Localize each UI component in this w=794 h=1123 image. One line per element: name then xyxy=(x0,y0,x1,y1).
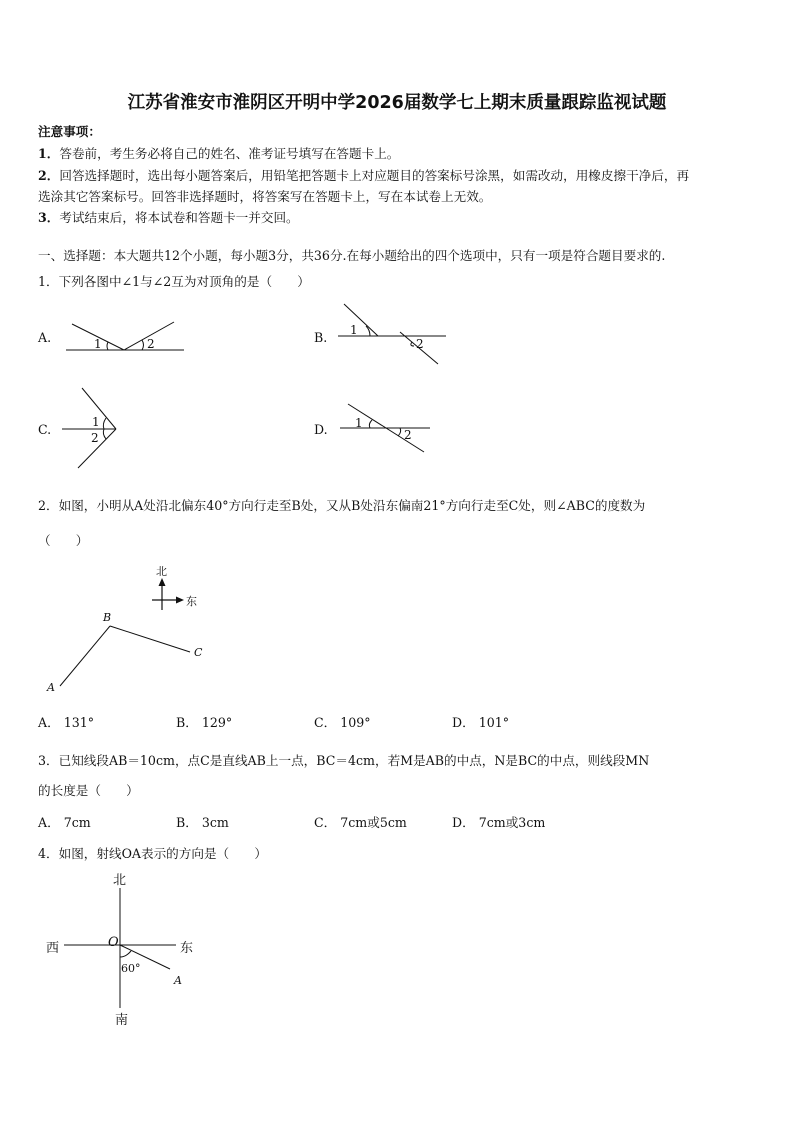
q3-option-c[interactable] xyxy=(314,812,407,831)
q3-option-b[interactable] xyxy=(176,812,229,831)
notice-heading: 注意事项： xyxy=(38,124,101,139)
q4-north-label: 北 xyxy=(113,873,127,888)
q1-figure-b xyxy=(334,302,454,368)
question-4-stem: 4．如图，射线OA表示的方向是（ ） xyxy=(38,846,267,861)
q2-compass-east-label: 东 xyxy=(186,595,197,608)
notice-item-text: 回答选择题时，选出每小题答案后，用铅笔把答题卡上对应题目的答案标号涂黑，如需改动，用橡皮擦干净后，再 xyxy=(59,168,690,183)
q4-figure xyxy=(40,866,210,1036)
q1d-angle-1-label: 1 xyxy=(355,416,363,430)
page-title: 江苏省淮安市淮阴区开明中学2026届数学七上期末质量跟踪监视试题 xyxy=(127,93,667,113)
question-1-stem: 1．下列各图中∠1与∠2互为对顶角的是（ ） xyxy=(38,274,310,289)
q2-option-a[interactable] xyxy=(38,712,94,731)
notice-item-text: 考试结束后，将本试卷和答题卡一并交回。 xyxy=(59,210,299,225)
question-2-blank: （ ） xyxy=(38,533,89,548)
q2-option-value: 101° xyxy=(478,715,510,730)
q3-option-label: B． xyxy=(176,815,198,830)
q2-option-d[interactable] xyxy=(452,712,509,731)
q2-option-value: 129° xyxy=(201,715,233,730)
q4-origin-label: O xyxy=(108,935,119,950)
q3-option-label: A． xyxy=(38,815,60,830)
q2-option-label: A． xyxy=(38,715,60,730)
q3-option-a[interactable] xyxy=(38,812,91,831)
q1-option-d-label[interactable]: D. xyxy=(314,422,328,437)
q4-west-label: 西 xyxy=(46,941,60,956)
q1-figure-d xyxy=(334,400,434,456)
q2-compass-north-label: 北 xyxy=(156,565,167,578)
q3-option-value: 7cm xyxy=(63,815,91,830)
q2-option-value: 131° xyxy=(63,715,95,730)
q1b-angle-1-label: 1 xyxy=(350,323,358,337)
q4-south-label: 南 xyxy=(115,1013,129,1028)
q2-option-value: 109° xyxy=(340,715,371,730)
q4-ray-label: A xyxy=(174,974,182,987)
q1a-angle-1-label: 1 xyxy=(94,337,102,351)
q1c-angle-1-label: 1 xyxy=(92,415,100,429)
q3-option-d[interactable] xyxy=(452,812,545,831)
q3-option-label: D． xyxy=(452,815,475,830)
q2-option-label: B． xyxy=(176,715,198,730)
q1b-angle-2-label: 2 xyxy=(416,337,424,351)
q2-option-label: D． xyxy=(452,715,475,730)
question-3-stem: 3．已知线段AB＝10cm，点C是直线AB上一点，BC＝4cm，若M是AB的中点，N是BC的中点，则线段MN xyxy=(38,753,650,768)
notice-item-num: 2． xyxy=(38,168,60,183)
notice-item-text: 选涂其它答案标号。回答非选择题时，将答案写在答题卡上，写在本试卷上无效。 xyxy=(38,189,492,204)
q4-east-label: 东 xyxy=(180,941,194,956)
q2-point-c: C xyxy=(194,646,203,659)
section-heading: 一、选择题：本大题共12个小题，每小题3分，共36分.在每小题给出的四个选项中，只有一项是符合题目要求的. xyxy=(38,248,666,263)
notice-item xyxy=(38,207,299,226)
q2-figure xyxy=(40,560,220,700)
q3-option-value: 7cm或5cm xyxy=(340,815,407,830)
q3-option-value: 7cm或3cm xyxy=(478,815,546,830)
q2-point-b: B xyxy=(103,611,112,624)
q1-option-b-label[interactable]: B. xyxy=(314,330,328,345)
q2-option-b[interactable] xyxy=(176,712,232,731)
q1a-angle-2-label: 2 xyxy=(147,337,155,351)
q1d-angle-2-label: 2 xyxy=(404,428,412,442)
notice-item xyxy=(38,143,399,162)
q4-angle-label: 60° xyxy=(121,962,141,975)
notice-item xyxy=(38,165,689,184)
notice-item-num: 3． xyxy=(38,210,60,225)
q1-figure-a xyxy=(60,318,190,358)
q2-point-a: A xyxy=(47,681,55,694)
q3-option-label: C． xyxy=(314,815,337,830)
q3-option-value: 3cm xyxy=(201,815,229,830)
q1-figure-c xyxy=(60,386,130,472)
notice-item-num: 1． xyxy=(38,146,60,161)
question-3-stem-cont: 的长度是（ ） xyxy=(38,783,139,798)
notice-item xyxy=(38,186,491,205)
q1c-angle-2-label: 2 xyxy=(91,431,99,445)
q1-option-c-label[interactable]: C. xyxy=(38,422,52,437)
q2-option-label: C． xyxy=(314,715,337,730)
q2-option-c[interactable] xyxy=(314,712,371,731)
question-2-stem: 2．如图，小明从A处沿北偏东40°方向行走至B处，又从B处沿东偏南21°方向行走至C处，则∠ABC的度数为 xyxy=(38,498,646,513)
notice-item-text: 答卷前，考生务必将自己的姓名、准考证号填写在答题卡上。 xyxy=(59,146,400,161)
q1-option-a-label[interactable]: A. xyxy=(38,330,52,345)
